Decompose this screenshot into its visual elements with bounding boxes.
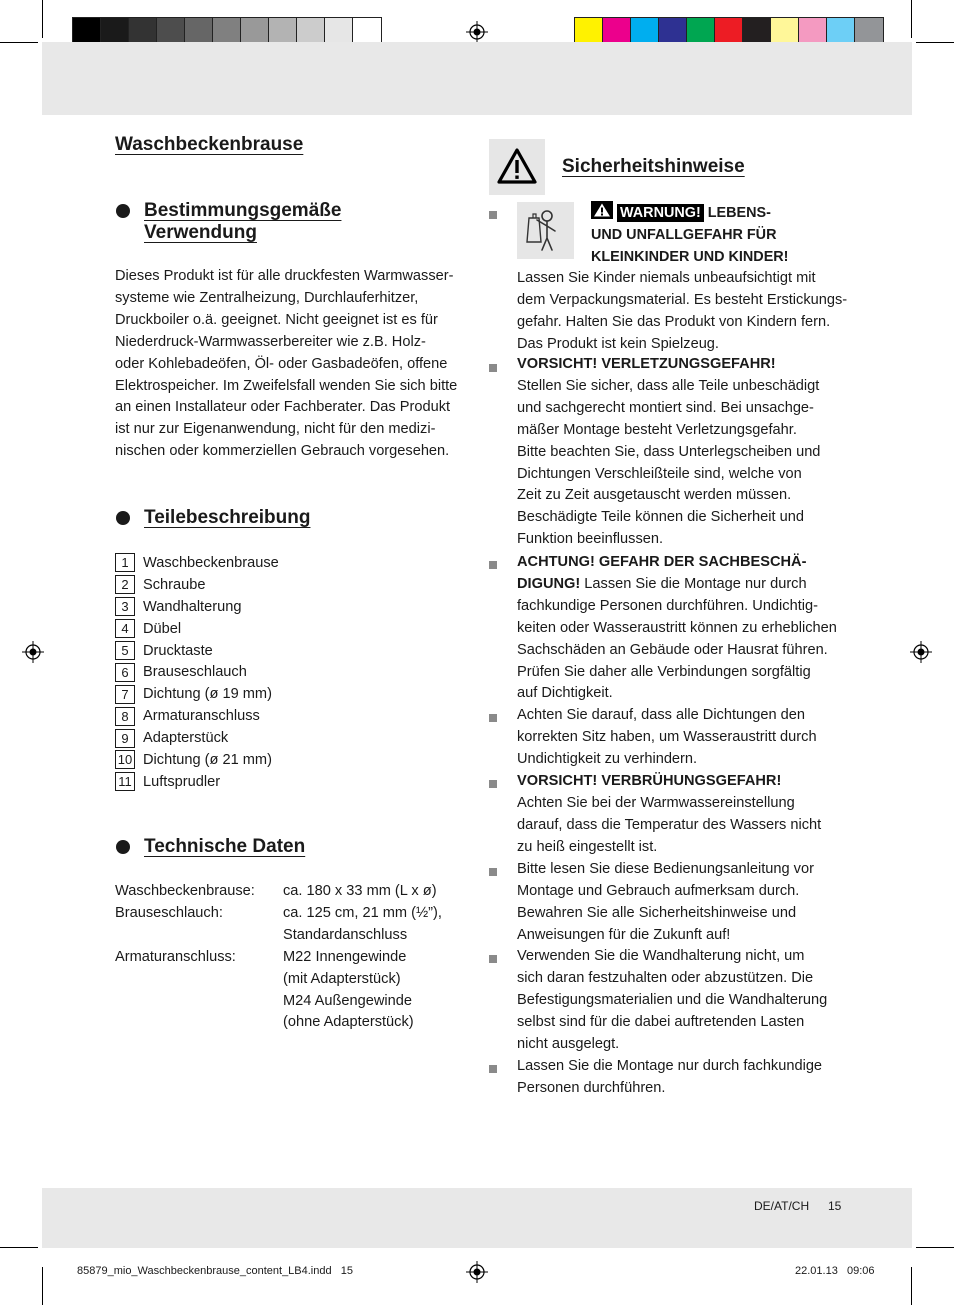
crop-mark bbox=[916, 42, 954, 43]
text-line: Druckboiler o.ä. geeignet. Nicht geeignet ist es für bbox=[115, 311, 438, 328]
page-number: 15 bbox=[828, 1199, 842, 1213]
list-item bbox=[115, 683, 279, 705]
part-number: 4 bbox=[115, 619, 135, 638]
part-label: Luftsprudler bbox=[143, 773, 221, 790]
square-bullet bbox=[489, 561, 497, 569]
list-item bbox=[115, 552, 279, 574]
part-number: 11 bbox=[115, 772, 135, 791]
text-line: systeme wie Zentralheizung, Durchlauferhitzer, bbox=[115, 289, 419, 306]
warning-text bbox=[517, 268, 847, 356]
text-line: Lassen Sie Kinder niemals unbeaufsichtigt mit bbox=[517, 270, 816, 286]
square-bullet bbox=[489, 955, 497, 963]
part-number: 8 bbox=[115, 707, 135, 726]
square-bullet bbox=[489, 868, 497, 876]
square-bullet bbox=[489, 211, 497, 219]
property-damage-caution bbox=[517, 552, 837, 705]
tech-value bbox=[283, 903, 442, 947]
text-line: Stellen Sie sicher, dass alle Teile unbeschädigt bbox=[517, 377, 820, 394]
text-line: korrekten Sitz haben, um Wasseraustritt durch bbox=[517, 728, 817, 745]
text-line: Befestigungsmaterialien und die Wandhalterung bbox=[517, 991, 828, 1008]
text-line: Undichtigkeit zu verhindern. bbox=[517, 750, 698, 767]
registration-mark-icon bbox=[910, 641, 932, 663]
bullet-dot bbox=[116, 204, 130, 218]
text-line: auf Dichtigkeit. bbox=[517, 685, 613, 702]
text-line: Elektrospeicher. Im Zweifelsfall wenden Sie sich bitte bbox=[115, 377, 458, 394]
list-item bbox=[115, 749, 279, 771]
part-label: Drucktaste bbox=[143, 642, 213, 659]
part-number: 3 bbox=[115, 597, 135, 616]
list-item bbox=[115, 596, 279, 618]
heading-text: Technische Daten bbox=[144, 836, 306, 857]
seals-note bbox=[517, 705, 817, 771]
heading-line: Bestimmungsgemäße bbox=[144, 200, 342, 221]
intended-use-text bbox=[115, 266, 457, 463]
text-line: nischen oder kommerziellen Gebrauch vorgesehen. bbox=[115, 443, 450, 460]
part-number: 2 bbox=[115, 575, 135, 594]
list-item bbox=[115, 640, 279, 662]
warning-symbol-box bbox=[489, 139, 545, 195]
list-item bbox=[115, 705, 279, 727]
section-heading-tech-data bbox=[144, 836, 305, 858]
part-label: Wandhalterung bbox=[143, 598, 242, 615]
part-number: 6 bbox=[115, 663, 135, 682]
text-line: Montage und Gebrauch aufmerksam durch. bbox=[517, 882, 800, 899]
crop-mark bbox=[911, 1267, 912, 1305]
part-label: Brauseschlauch bbox=[143, 664, 247, 681]
text-line: nicht ausgelegt. bbox=[517, 1035, 620, 1052]
list-item bbox=[115, 661, 279, 683]
text-line: Funktion beeinflussen. bbox=[517, 531, 664, 548]
text-line: zu heiß eingestellt ist. bbox=[517, 838, 658, 855]
square-bullet bbox=[489, 714, 497, 722]
heading-text: Teilebeschreibung bbox=[144, 507, 311, 528]
heading-line: Verwendung bbox=[144, 222, 257, 243]
header-band bbox=[42, 42, 912, 115]
registration-mark-icon bbox=[22, 641, 44, 663]
tech-data-table bbox=[115, 881, 442, 1034]
tech-value bbox=[283, 881, 437, 903]
part-number: 9 bbox=[115, 729, 135, 748]
text-line: Achten Sie bei der Warmwassereinstellung bbox=[517, 794, 795, 811]
part-number: 5 bbox=[115, 641, 135, 660]
crop-mark bbox=[42, 0, 43, 38]
text-line: Standardanschluss bbox=[283, 926, 408, 943]
slug-filename: 85879_mio_Waschbeckenbrause_content_LB4.indd 15 bbox=[77, 1265, 354, 1277]
text-line: Verwenden Sie die Wandhalterung nicht, um bbox=[517, 948, 805, 964]
tech-key: Waschbeckenbrause: bbox=[115, 883, 255, 899]
part-label: Adapterstück bbox=[143, 730, 229, 747]
text-line: Lassen Sie die Montage nur durch fachkundige bbox=[517, 1058, 823, 1074]
text-fragment: Lassen Sie die Montage nur durch bbox=[580, 575, 807, 592]
footer-band bbox=[42, 1188, 912, 1248]
text-line: gefahr. Halten Sie das Produkt von Kindern fern. bbox=[517, 313, 831, 330]
text-line bbox=[517, 574, 837, 596]
tech-key: Armaturanschluss: bbox=[115, 948, 236, 965]
text-line: Dichtungen Verschleißteile sind, welche von bbox=[517, 465, 802, 482]
text-line: (ohne Adapterstück) bbox=[283, 1014, 414, 1031]
part-number: 1 bbox=[115, 553, 135, 572]
text-line: Dieses Produkt ist für alle druckfesten Warmwasser- bbox=[115, 268, 454, 284]
part-number: 7 bbox=[115, 685, 135, 704]
text-line: (mit Adapterstück) bbox=[283, 970, 401, 987]
text-line: UND UNFALLGEFAHR FÜR bbox=[591, 226, 777, 243]
table-row bbox=[115, 903, 442, 947]
list-item bbox=[115, 574, 279, 596]
square-bullet bbox=[489, 780, 497, 788]
part-label: Schraube bbox=[143, 576, 206, 593]
footer-language: DE/AT/CH bbox=[754, 1199, 810, 1213]
text-line: Bitte lesen Sie diese Bedienungsanleitung vor bbox=[517, 861, 814, 877]
text-line: dem Verpackungsmaterial. Es besteht Erstickungs- bbox=[517, 291, 848, 308]
text-line: Sachschäden an Gebäude oder Hausrat führen. bbox=[517, 641, 828, 658]
registration-mark-icon bbox=[466, 21, 488, 43]
warning-triangle-small-icon bbox=[591, 201, 613, 219]
caution-heading: ACHTUNG! GEFAHR DER SACHBESCHÄ- bbox=[517, 554, 807, 570]
list-item bbox=[115, 727, 279, 749]
text-line: Prüfen Sie daher alle Verbindungen sorgfältig bbox=[517, 663, 811, 680]
crop-mark bbox=[42, 1267, 43, 1305]
text-line: Personen durchführen. bbox=[517, 1079, 666, 1096]
part-label: Armaturanschluss bbox=[143, 708, 260, 725]
child-with-bag-icon bbox=[517, 202, 574, 259]
caution-heading: VORSICHT! VERLETZUNGSGEFAHR! bbox=[517, 356, 776, 372]
text-line: ist nur zur Eigenanwendung, nicht für den medizi- bbox=[115, 421, 436, 438]
bullet-dot bbox=[116, 840, 130, 854]
text-line: Beschädigte Teile können die Sicherheit und bbox=[517, 509, 804, 526]
text-line: fachkundige Personen durchführen. Undichtig- bbox=[517, 597, 818, 614]
product-title: Waschbeckenbrause bbox=[115, 134, 304, 155]
heading-text: LEBENS- bbox=[707, 205, 771, 221]
text-line: Das Produkt ist kein Spielzeug. bbox=[517, 335, 719, 352]
caution-heading: VORSICHT! VERBRÜHUNGSGEFAHR! bbox=[517, 773, 782, 789]
part-label: Dichtung (ø 21 mm) bbox=[143, 751, 272, 768]
warning-triangle-icon bbox=[489, 139, 545, 195]
text-line: mäßer Montage besteht Verletzungsgefahr. bbox=[517, 421, 797, 438]
list-item bbox=[115, 771, 279, 793]
experts-note bbox=[517, 1056, 822, 1100]
text-line: selbst sind für die dabei auftretenden Lasten bbox=[517, 1013, 805, 1030]
text-line: oder Kohlebadeöfen, Öl- oder Gasbadeöfen, offene bbox=[115, 355, 448, 372]
warning-heading bbox=[591, 201, 788, 269]
text-line: M22 Innengewinde bbox=[283, 948, 407, 965]
crop-mark bbox=[911, 0, 912, 38]
bullet-dot bbox=[116, 511, 130, 525]
square-bullet bbox=[489, 364, 497, 372]
warning-badge: WARNUNG! bbox=[617, 204, 704, 222]
list-item bbox=[115, 618, 279, 640]
section-heading-parts bbox=[144, 507, 310, 529]
part-label: Waschbeckenbrause bbox=[143, 554, 279, 571]
text-line: Bewahren Sie alle Sicherheitshinweise und bbox=[517, 904, 797, 921]
text-line: M24 Außengewinde bbox=[283, 992, 412, 1009]
crop-mark bbox=[916, 1247, 954, 1248]
text-line: Bitte beachten Sie, dass Unterlegscheiben und bbox=[517, 443, 821, 460]
text-line: an einen Installateur oder Fachberater. Das Produkt bbox=[115, 399, 451, 416]
text-line: Zeit zu Zeit ausgetauscht werden müssen. bbox=[517, 487, 792, 504]
table-row bbox=[115, 881, 442, 903]
text-line: KLEINKINDER UND KINDER! bbox=[591, 248, 789, 265]
text-line: Niederdruck-Warmwasserbereiter wie z.B. Holz- bbox=[115, 333, 426, 350]
child-warning-box bbox=[517, 202, 574, 259]
crop-mark bbox=[0, 1247, 38, 1248]
text-line: darauf, dass die Temperatur des Wassers nicht bbox=[517, 816, 822, 833]
parts-list bbox=[115, 552, 279, 793]
text-line: ca. 125 cm, 21 mm (½”), bbox=[283, 904, 442, 921]
square-bullet bbox=[489, 1065, 497, 1073]
text-line: und sachgerecht montiert sind. Bei unsachge- bbox=[517, 399, 814, 416]
part-label: Dübel bbox=[143, 620, 182, 637]
table-row bbox=[115, 947, 442, 1035]
crop-mark bbox=[0, 42, 38, 43]
text-line bbox=[591, 201, 788, 225]
text-line: sich daran festzuhalten oder abzustützen. Die bbox=[517, 969, 814, 986]
part-number: 10 bbox=[115, 750, 135, 769]
text-line: ca. 180 x 33 mm (L x ø) bbox=[283, 883, 437, 899]
tech-key: Brauseschlauch: bbox=[115, 904, 223, 921]
text-line: keiten oder Wasseraustritt können zu erheblichen bbox=[517, 619, 837, 636]
scald-caution bbox=[517, 771, 821, 859]
text-line: Achten Sie darauf, dass alle Dichtungen den bbox=[517, 707, 806, 723]
text-line: Anweisungen für die Zukunft auf! bbox=[517, 926, 731, 943]
part-label: Dichtung (ø 19 mm) bbox=[143, 686, 272, 703]
bracket-note bbox=[517, 946, 827, 1056]
caution-heading: DIGUNG! bbox=[517, 575, 581, 592]
slug-date: 22.01.13 09:06 bbox=[795, 1265, 875, 1277]
injury-caution bbox=[517, 354, 820, 551]
section-heading-intended-use bbox=[144, 200, 341, 244]
section-heading-safety: Sicherheitshinweise bbox=[562, 156, 745, 177]
registration-mark-icon bbox=[466, 1261, 488, 1283]
read-manual-note bbox=[517, 859, 814, 947]
tech-value bbox=[283, 947, 414, 1035]
